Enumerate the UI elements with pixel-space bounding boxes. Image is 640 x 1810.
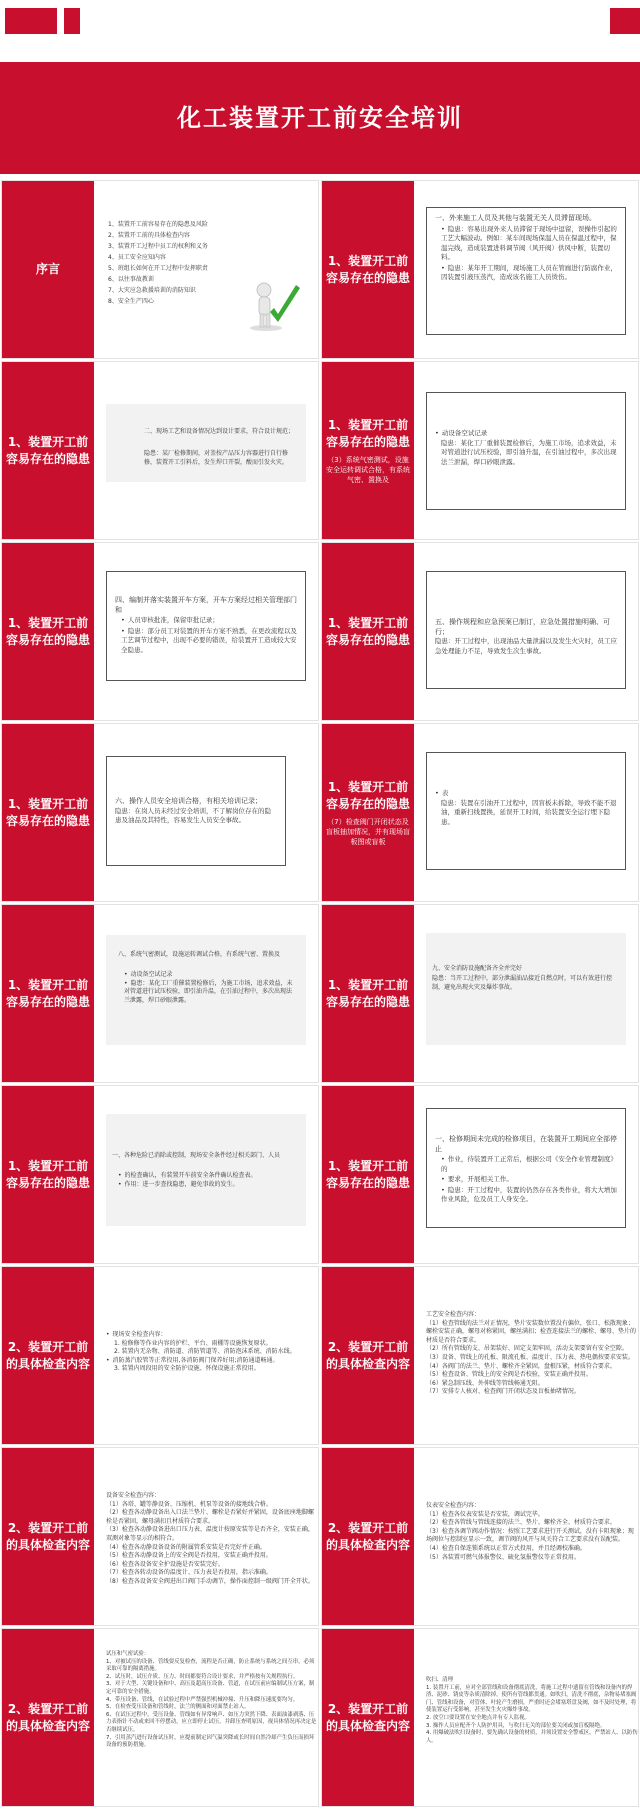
content-frame	[106, 756, 286, 866]
slide-check-6[interactable]	[321, 1628, 639, 1807]
item-text: （5）检查设备、管线上的安全阀是否校验，安装正确并投用。	[426, 1371, 592, 1379]
decoration-block	[64, 8, 80, 34]
slide-row	[0, 1628, 640, 1809]
item-text	[106, 1331, 316, 1374]
checkmark-figure-icon	[246, 276, 302, 332]
content-frame	[426, 1108, 626, 1228]
slide-body	[418, 724, 638, 901]
item-text: 4. 用爆破法吹扫设备时，要先确认设备的材质，并须设置安全警戒区，严禁站人、以防伤人。	[426, 1730, 638, 1744]
item-text: • 隐患：某化工厂重催装置检修后，为施工市场，追求效益，未对管道进行试压校验，即引油升温，在引油过程中，多次出现法兰泄露，焊口砂眼泄露。	[124, 980, 294, 1006]
toc-item: 1、装置开工前容易存在的隐患及风险	[108, 221, 208, 228]
item-text	[124, 971, 294, 1005]
side-title: 1、装置开工前容易存在的隐患	[6, 434, 91, 466]
content-panel	[106, 404, 306, 482]
content-frame	[426, 207, 626, 335]
side-title: 1、装置开工前容易存在的隐患	[6, 977, 91, 1009]
slide-row	[0, 180, 640, 361]
decoration-block	[5, 8, 57, 34]
item-list	[435, 225, 617, 283]
item-text: 设备安全检查内容：	[106, 1492, 161, 1499]
item-text: 2. 装置内无杂物、消防道、消防管道等、消防泡沫系统、消防水线。	[114, 1348, 296, 1356]
item-text	[106, 1651, 318, 1750]
item-text: （5）各装置可燃气体报警仪、硫化氢报警仪等正常投用。	[426, 1553, 580, 1561]
item-text: 吹扫、清理	[426, 1677, 453, 1683]
side-title: 序言	[35, 262, 60, 276]
item-text: （8）检查各设备安全阀进出口阀门手动调节，操作面控制一级阀门开全开状。	[106, 1577, 314, 1585]
item-text: （7）检查各转动设备的温度计、压力表是否投用，指示准确。	[106, 1569, 272, 1577]
toc-item: 7、大灾应急救援培训的消防知识	[108, 287, 196, 294]
item-text: 1. 装置开工前，应对全部管线和设备彻底清洗，将施工过程中遗留在管线和设备内的焊渣、泥砂、锈皮等杂质清除掉，使所有管线都贯通。如吹扫，清洗不彻底，杂物易堵塞阀门、管线和设备，对管体、叶轮产生磨损，严重时还会堵塞塔盘及阀，如不及时处理，将使装置运行受影响，甚至发生火灾爆炸事故。	[426, 1684, 637, 1714]
item-text	[426, 1677, 638, 1745]
item-text: • 隐患：某年开工期间，现场施工人员在管廊进行防腐作业，因装置引液压蒸汽，造成该名施工人员烫伤。	[441, 264, 617, 283]
slide-side-label	[322, 1267, 414, 1444]
item-heading: 一、各种危险已消除或控制，现场安全条件经过相关部门、人员	[112, 1152, 281, 1159]
item-text: 7、引用蒸汽进行设备试压时，应提前制定因气温突降或长时间自然冷却产生负压而损坏设备的预防措施。	[106, 1734, 315, 1749]
slide-body	[98, 724, 318, 901]
slide-body	[418, 362, 638, 539]
slide-hazard-6[interactable]	[1, 723, 319, 902]
content-frame	[426, 571, 626, 689]
slide-check-2[interactable]	[321, 1266, 639, 1445]
item-text: 3. 装置内周段用的安全防护设施、怀保设施正常投用。	[114, 1365, 260, 1373]
side-title: 1、装置开工前容易存在的隐患	[326, 615, 411, 647]
slide-body	[418, 1086, 638, 1263]
slide-row	[0, 1085, 640, 1266]
item-text: 隐患：当开工过程中，部分泄漏油品接近自燃点时，可以有效进行控制，避免出现火灾及爆炸事故。	[432, 975, 613, 991]
item-text: 6、在试压过程中，受压设备、管线如有异常响声、如压力突然下降、表面油漆剥落、压力表指针不动或来回不停摆动，应立即停止试压，并卸压查明原因，视具体情况再决定是否继续试压。	[106, 1711, 317, 1733]
title-banner	[0, 62, 640, 174]
slide-side-label	[2, 543, 94, 720]
item-text	[118, 1172, 293, 1189]
item-heading: • 表	[435, 789, 617, 799]
item-text: 隐患：某化工厂重催装置检修后，为施工市场，追求效益，未对管道进行试压校验，即引油升温，在引油过程中，多次出现法兰泄漏，焊口砂眼泄露。	[441, 438, 617, 466]
toc-item: 3、装置开工过程中员工的权利和义务	[108, 243, 208, 250]
item-text: • 人员审核批准，保留审批记录；	[121, 616, 297, 626]
slide-side-label	[322, 543, 414, 720]
item-text: • 要求，开展相关工作。	[441, 1175, 617, 1185]
item-heading: 四、编制并落实装置开车方案，开车方案经过相关管理部门和	[115, 596, 297, 614]
item-text: （6）检查各设备安全护设施是否安装完好。	[106, 1560, 224, 1568]
item-text: （2）检查各动静设备出入口法兰垫片、螺栓是否紧好并紧固，设备底座地脚螺栓是否紧固，螺母满扣且材质符合要求。	[106, 1509, 314, 1525]
slide-side-label	[2, 181, 94, 358]
item-text: （1）检查管线的法兰对正情况，垫片安装数位置没有偏位，张口、松散现象；螺栓安装正确，螺母对称紧固，螺丝满扣；检查连接法兰的螺栓、螺母、垫片的材质是否符合要求。	[426, 1319, 637, 1344]
slide-row	[0, 361, 640, 542]
item-text: 4、带压设备、管线，在试验过程中严禁强烈机械冲撞、升压和降压速度要均匀。	[106, 1696, 299, 1703]
side-title: 1、装置开工前容易存在的隐患	[326, 253, 411, 285]
item-text: （3）检查各调节阀动作情况：按照工艺要求进行开关测试，没有卡阻现象；现场阀位与控制室显示一致，调节阀的风开与风关符合工艺要求没有误配装。	[426, 1527, 634, 1544]
side-subtitle: （7）检查阀门开闭状态及盲板抽加情况，并有现场盲板图或盲板	[326, 817, 410, 846]
item-text: • 隐患：容易出现外来人员滞留于现场中逗留，误操作引起的工艺大幅波动。例如：某车间现场保温人员在保温过程中，保温完线，造成装置进料调节阀（风开阀）供风中断，装置切料。	[441, 225, 617, 263]
item-text: （2）所有管线的支、吊架装好、固定支架牢固，活动支架要留有安全空隙。	[426, 1345, 628, 1353]
item-text: 隐患：装置在引油开工过程中，因盲板未拆除，导致不能不退油，重新扫线置换，延误开工时间，给装置安全运行埋下隐患。	[441, 798, 617, 826]
slide-body	[98, 1448, 318, 1625]
content-frame	[426, 752, 626, 870]
item-text: （4）检查自保连锁系统以正常方式投用，并且经调校准确。	[426, 1544, 586, 1552]
item-heading: 一、外来施工人员及其他与装置无关人员滞留现场。	[435, 214, 596, 222]
slide-row	[0, 904, 640, 1085]
side-title: 1、装置开工前容易存在的隐患	[6, 796, 91, 828]
content-frame	[426, 392, 626, 510]
item-text: 仪表安全检查内容：	[426, 1502, 481, 1509]
item-text	[426, 1311, 636, 1397]
item-heading: 五、操作规程和应急预案已制订，应急处置措施明确、可行；	[435, 618, 610, 636]
item-heading: • 现场安全检查内容：	[106, 1331, 316, 1340]
slide-body	[418, 181, 638, 358]
slide-body	[98, 1629, 318, 1806]
item-text: • 的检查确认，有装置开车前安全条件确认检查表。	[118, 1172, 293, 1181]
slide-hazard-10[interactable]	[1, 1085, 319, 1264]
item-text: 3、对于大型、关键设备和中、高压及超高压设备、管道，在试压前应编制试压方案，制定可靠的安全措施。	[106, 1681, 315, 1695]
slide-side-label	[322, 362, 414, 539]
slide-side-label	[322, 1629, 414, 1806]
item-heading: 一、检修期间未完成的检修项目，在装置开工期间应全部停止	[435, 1135, 617, 1153]
item-heading: 二、现场工艺和设备情况达到设计要求，符合设计规范；	[144, 428, 295, 435]
slide-side-label	[322, 181, 414, 358]
item-heading: • 动设备空试记录	[435, 429, 617, 439]
item-text: 隐患：在岗人员未经过安全培训，不了解岗位存在的隐患及油品及其特性，容易发生人员安全事故。	[115, 806, 271, 824]
slide-side-label	[322, 905, 414, 1082]
slide-body	[418, 543, 638, 720]
slide-body	[98, 543, 318, 720]
slide-check-4[interactable]	[321, 1447, 639, 1626]
side-title: 2、装置开工前的具体检查内容	[6, 1701, 91, 1733]
slide-check-3[interactable]	[1, 1447, 319, 1626]
slide-side-label	[322, 1086, 414, 1263]
side-title: 1、装置开工前容易存在的隐患	[326, 779, 411, 811]
slide-hazard-11[interactable]	[321, 1085, 639, 1264]
slide-side-label	[2, 1629, 94, 1806]
slide-body	[418, 1267, 638, 1444]
item-text: 5、在检查受压设备和管线时，法兰的侧面和对面禁止站人。	[106, 1704, 250, 1711]
item-text: （2）检查各管线与管线连接的法兰、垫片、螺栓齐全、材质符合要求。	[426, 1519, 616, 1527]
side-title: 2、装置开工前的具体检查内容	[326, 1701, 411, 1733]
page-title: 化工装置开工前安全培训	[177, 104, 463, 132]
toc-item: 5、班组长如何在开工过程中发挥职责	[108, 265, 208, 272]
slide-side-label	[322, 724, 414, 901]
item-heading: 八、系统气密测试，设施运转调试合格，有系统气密、置换及	[118, 951, 281, 958]
content-frame	[106, 571, 306, 681]
item-text: （7）安排专人核对、检查阀门开闭状态及盲板抽堵情况。	[426, 1388, 580, 1396]
item-list	[435, 1155, 617, 1205]
slide-hazard-9[interactable]	[321, 904, 639, 1083]
slide-check-5[interactable]	[1, 1628, 319, 1807]
slide-check-1[interactable]	[1, 1266, 319, 1445]
slide-row	[0, 1266, 640, 1447]
side-title: 2、装置开工前的具体检查内容	[6, 1339, 91, 1371]
toc-item: 4、员工安全应知内容	[108, 254, 166, 261]
slide-side-label	[2, 724, 94, 901]
slide-side-label	[2, 1086, 94, 1263]
toc-item: 2、装置开工前的具体检查内容	[108, 232, 190, 239]
side-subtitle: （3）系统气密测试，设施安全运转调试合格，有系统气密、置换及	[326, 455, 410, 484]
slide-side-label	[322, 1448, 414, 1625]
slide-body	[98, 362, 318, 539]
slide-body	[418, 1448, 638, 1625]
slide-body	[98, 1267, 318, 1444]
item-text: 1、对被试压的设备、管线要反复检查，流程是否正确，防止系统与系统之间互串，必须采取可靠的隔离措施。	[106, 1658, 315, 1673]
item-heading: 六、操作人员安全培训合格，有相关培训记录；	[115, 797, 262, 805]
slide-hazard-7[interactable]	[321, 723, 639, 902]
side-title: 1、装置开工前容易存在的隐患	[326, 417, 411, 449]
item-heading: 九、安全消防设施配备齐全并完好	[432, 965, 523, 972]
slide-hazard-5[interactable]	[321, 542, 639, 721]
item-text: 工艺安全检查内容：	[426, 1311, 481, 1318]
decoration-block	[610, 8, 640, 34]
side-title: 1、装置开工前容易存在的隐患	[6, 1158, 91, 1190]
item-text: （1）各塔、罐等静设备、压缩机、机泵等设备的接地线合格。	[106, 1500, 272, 1508]
slide-side-label	[2, 1448, 94, 1625]
item-text: • 作业，待装置开工正常后，根据公司《安全作业管理制度》的	[441, 1155, 617, 1174]
item-text: 试压和气密试验：	[106, 1651, 150, 1657]
slide-side-label	[2, 362, 94, 539]
item-text: （4）检查各动静设备设备的附属管系安装是否完好并正确。	[106, 1543, 266, 1551]
item-text: 2. 放空口要设置在安全地点并有专人监视。	[426, 1714, 530, 1721]
side-title: 2、装置开工前的具体检查内容	[326, 1339, 411, 1371]
toc-list	[108, 219, 208, 307]
slide-body	[418, 1629, 638, 1806]
slide-hazard-8[interactable]	[1, 904, 319, 1083]
side-title: 1、装置开工前容易存在的隐患	[326, 1158, 411, 1190]
slide-hazard-1[interactable]	[321, 180, 639, 359]
slide-hazard-3[interactable]	[321, 361, 639, 540]
item-text: （6）紧急制压线、外伸线等管线畅通无阻。	[426, 1379, 544, 1387]
item-text: • 隐患：部分员工对装置的开车方案不熟悉，在更改流程以及工艺调节过程中，出现不必要的错误，给装置开工造成较大安全隐患。	[121, 627, 297, 656]
item-text: • 隐患：开工过程中，装置的仍然存在各类作业，将大大增加作业风险，危及员工人身安全。	[441, 1186, 617, 1205]
item-text: （1）检查各仪表安装是否安装，调试完毕。	[426, 1510, 544, 1518]
item-text: 2、试压时，试压介质、压力、时间都要符合设计要求，并严格按有关规程执行。	[106, 1673, 299, 1680]
slide-body	[98, 1086, 318, 1263]
slide-toc[interactable]	[1, 180, 319, 359]
item-text: 隐患：开工过程中，出现油品大量泄漏以及发生火灾时，员工应急处理能力不足，导致发生次生事故。	[435, 637, 617, 655]
slide-row	[0, 723, 640, 904]
top-decoration-bar	[0, 0, 640, 30]
slide-side-label	[2, 1267, 94, 1444]
slide-hazard-2[interactable]	[1, 361, 319, 540]
slide-body	[98, 905, 318, 1082]
side-title: 1、装置开工前容易存在的隐患	[326, 977, 411, 1009]
item-heading: • 消防蒸汽胶管等正常投用,各消防阀门保养好用;消防通道畅通。	[106, 1357, 316, 1366]
slide-body	[98, 181, 318, 358]
item-text: • 动设备空试记录	[124, 971, 294, 980]
side-title: 1、装置开工前容易存在的隐患	[6, 615, 91, 647]
item-text: （3）检查各动静设备进出口压力表、温度计按原安装等是否齐全，安装正确，双测对象等显示的相符合。	[106, 1526, 314, 1542]
item-text: 隐患：某厂检修期间，对釜按产品压力容器进行自行修修，装置开工引料后，发生焊口开裂，酸而引发火灾。	[144, 450, 289, 466]
slide-body	[418, 905, 638, 1082]
item-text: 3. 操作人员应配齐个人防护用具，与吹扫无关的部位要关闭或加盲板隔绝。	[426, 1722, 606, 1729]
item-text: （5）检查各动静设备上的安全阀是否投用，安装正确并投用。	[106, 1552, 272, 1560]
slide-hazard-4[interactable]	[1, 542, 319, 721]
item-text: • 作用：进一步查找隐患，避免事故的发生。	[118, 1181, 293, 1190]
item-text: 1. 检修修等作业内容的护栏、平台、雨棚等设施恢复原状。	[114, 1339, 272, 1347]
side-title: 2、装置开工前的具体检查内容	[326, 1520, 411, 1552]
toc-item: 6、以往事故教训	[108, 276, 154, 283]
slide-row	[0, 1447, 640, 1628]
slide-row	[0, 542, 640, 723]
item-text	[426, 1502, 636, 1562]
content-panel	[106, 1114, 306, 1226]
item-text: （3）设备、管线上的孔板、限流孔板、温度计、压力表、热电偶按要求安装。	[426, 1353, 634, 1361]
item-list	[115, 616, 297, 655]
item-text	[106, 1492, 316, 1587]
slide-side-label	[2, 905, 94, 1082]
toc-item: 8、安全生产四心	[108, 298, 154, 305]
side-title: 2、装置开工前的具体检查内容	[6, 1520, 91, 1552]
item-text: （4）各阀门的法兰、垫片、螺栓齐全紧固，盘根压紧，材质符合要求。	[426, 1362, 616, 1370]
